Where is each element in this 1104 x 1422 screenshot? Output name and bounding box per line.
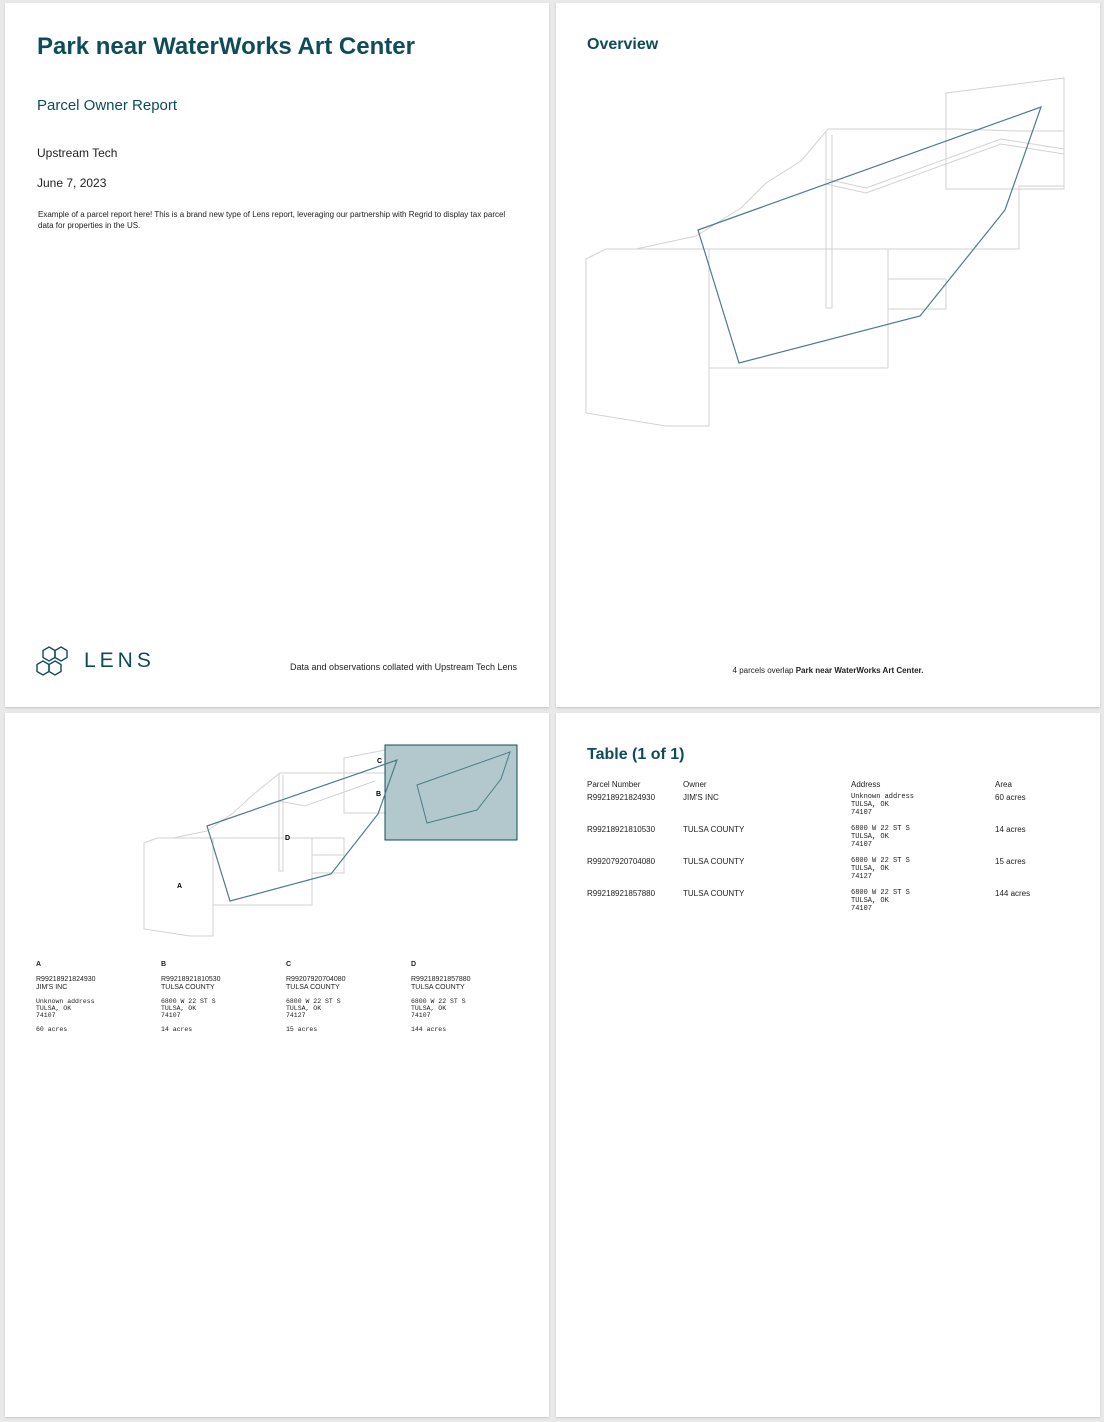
card-area: 15 acres [286,1026,318,1033]
caption-prefix: 4 parcels overlap [732,666,796,675]
col-area: Area [995,780,1012,789]
col-parcel-number: Parcel Number [587,780,641,789]
caption-site-name: Park near WaterWorks Art Center. [795,666,924,675]
card-parcel-number: R99207920704080 [286,976,346,983]
parcel-outline-strip [826,131,832,308]
map-label-a: A [177,883,183,890]
card-owner: TULSA COUNTY [161,984,215,991]
overview-page [556,3,1100,707]
logo-text: LENS [84,649,155,672]
report-subtitle: Parcel Owner Report [37,97,178,114]
overview-caption [556,666,1100,675]
parcel-card [286,961,411,1033]
hexagons-icon [36,645,72,677]
parcel-outline-c [946,78,1064,189]
report-date: June 7, 2023 [37,176,107,190]
report-description: Example of a parcel report here! This is a brand new type of Lens report, leveraging our partnership with Regrid to display tax parcel data for properties in the US. [38,210,506,230]
table-row: R99218921857880 TULSA COUNTY 6800 W 22 ST S TULSA, OK 74107 144 acres [587,889,1031,913]
card-parcel-number: R99218921810530 [161,976,221,983]
organization-name: Upstream Tech [37,146,118,160]
parcel-card [36,961,161,1033]
parcel-map [5,713,549,953]
card-area: 60 acres [36,1026,68,1033]
parcels-page [5,713,549,1417]
map-label-b: B [376,791,382,798]
lens-logo [36,645,155,677]
table-row: R99207920704080 TULSA COUNTY 6800 W 22 ST S TULSA, OK 74127 15 acres [587,857,1026,881]
table-row: R99218921810530 TULSA COUNTY 6800 W 22 ST S TULSA, OK 74107 14 acres [587,825,1026,849]
parcel-cards [36,961,536,1033]
card-parcel-number: R99218921857880 [411,976,471,983]
table-page [556,713,1100,1417]
parcel-outline-b [888,186,1064,309]
table-header [587,780,1055,789]
overview-map [556,3,1100,707]
table-row: R99218921824930 JIM'S INC Unknown address TULSA, OK 74107 60 acres [587,793,1026,817]
table-title: Table (1 of 1) [587,746,685,763]
map-label-d: D [285,835,291,842]
map-label-c: C [377,758,383,765]
card-owner: JIM'S INC [36,984,68,991]
card-area: 14 acres [161,1026,193,1033]
card-label: C [286,961,292,968]
card-parcel-number: R99218921824930 [36,976,96,983]
card-address: 6800 W 22 ST S TULSA, OK 74107 [161,998,216,1019]
card-address: 6800 W 22 ST S TULSA, OK 74127 [286,998,341,1019]
card-address: Unknown address TULSA, OK 74107 [36,998,95,1019]
project-boundary [207,760,397,901]
card-label: B [161,961,167,968]
overview-title: Overview [587,36,659,53]
card-label: A [36,961,42,968]
parcel-outline-d [709,249,888,368]
inset-extent [385,745,517,840]
road-line [826,139,1064,188]
cover-page [5,3,549,707]
parcel-table [587,780,1055,921]
card-address: 6800 W 22 ST S TULSA, OK 74107 [411,998,466,1019]
card-owner: TULSA COUNTY [286,984,340,991]
card-area: 144 acres [411,1026,447,1033]
col-address: Address [851,780,881,789]
report-title: Park near WaterWorks Art Center [37,33,415,60]
parcel-outline-a [586,249,709,426]
card-owner: TULSA COUNTY [411,984,465,991]
footer-note: Data and observations collated with Upstream Tech Lens [290,662,517,672]
project-boundary [698,107,1041,363]
card-label: D [411,961,417,968]
col-owner: Owner [683,780,707,789]
parcel-card [411,961,536,1033]
parcel-card [161,961,286,1033]
